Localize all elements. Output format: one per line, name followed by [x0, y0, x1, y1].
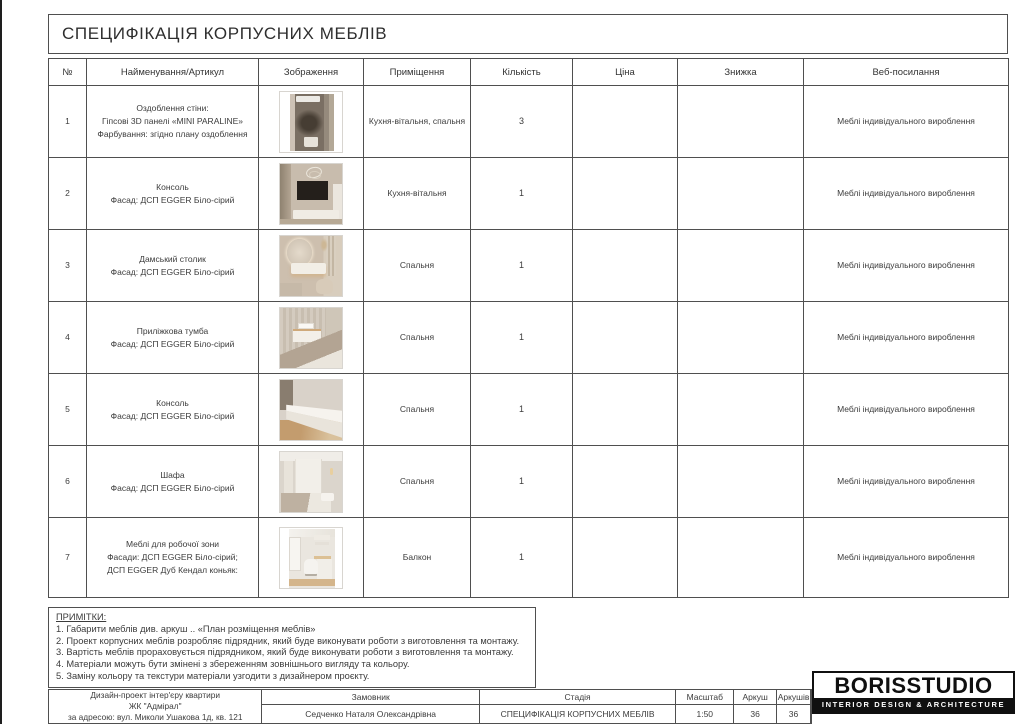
note-item: 4. Матеріали можуть бути змінені з збереженням зовнішнього вигляду та кольору.	[56, 659, 410, 670]
price-cell	[573, 446, 678, 518]
item-photo-cell	[259, 230, 364, 302]
quantity-cell: 1	[471, 374, 573, 446]
photo-detail	[317, 559, 332, 579]
table-row	[49, 302, 1009, 374]
item-name-line: Оздоблення стіни:	[136, 103, 209, 114]
row-number-cell: 4	[49, 302, 87, 374]
row-number-cell: 7	[49, 518, 87, 598]
photo-detail	[304, 559, 318, 574]
row-number-cell: 2	[49, 158, 87, 230]
stage-label: Стадія	[480, 690, 675, 705]
photo-detail	[314, 535, 330, 540]
weblink-cell: Меблі індивідуального вироблення	[804, 230, 1009, 302]
furniture-photo-vanity-table	[279, 235, 343, 297]
photo-detail	[304, 137, 318, 147]
header-price: Ціна	[573, 59, 678, 86]
item-photo-cell	[259, 158, 364, 230]
item-photo-cell	[259, 374, 364, 446]
page-edge-line	[0, 0, 2, 724]
project-line: Дизайн-проект інтер'єру квартири	[90, 690, 221, 701]
discount-cell	[678, 518, 804, 598]
item-name-line: ДСП EGGER Дуб Кендал коньяк:	[107, 564, 238, 575]
photo-detail	[280, 164, 291, 225]
weblink-cell: Меблі індивідуального вироблення	[804, 158, 1009, 230]
note-item: 3. Вартість меблів прораховується підрядником, який буде виконувати роботи з виготовлення та монтажу.	[56, 647, 514, 658]
photo-detail	[280, 308, 342, 368]
quantity-cell: 1	[471, 446, 573, 518]
note-item: 5. Заміну кольору та текстури матеріали узгодити з дизайнером проєкту.	[56, 670, 370, 681]
photo-detail	[316, 279, 333, 294]
sheets-total-cell	[777, 690, 811, 723]
item-name-cell	[87, 446, 259, 518]
discount-cell	[678, 86, 804, 158]
item-photo-cell	[259, 446, 364, 518]
table-row	[49, 374, 1009, 446]
scale-cell	[676, 690, 734, 723]
photo-detail	[289, 579, 335, 586]
specification-table	[48, 58, 1009, 598]
header-quantity: Кількість	[471, 59, 573, 86]
sheet-title: СПЕЦИФІКАЦІЯ КОРПУСНИХ МЕБЛІВ	[62, 24, 388, 43]
item-name-cell	[87, 374, 259, 446]
price-cell	[573, 518, 678, 598]
item-name-line: Фасади: ДСП EGGER Біло-сірий;	[107, 552, 238, 563]
room-cell: Балкон	[364, 518, 471, 598]
photo-detail	[284, 461, 293, 495]
item-name-line: Фасад: ДСП EGGER Біло-сірий	[110, 482, 235, 493]
item-name-cell	[87, 230, 259, 302]
row-number-cell: 3	[49, 230, 87, 302]
photo-detail	[289, 537, 301, 571]
item-photo-cell	[259, 86, 364, 158]
table-row	[49, 86, 1009, 158]
photo-detail	[280, 219, 342, 224]
item-photo-cell	[259, 518, 364, 598]
title-block	[48, 14, 1008, 54]
photo-detail	[296, 96, 320, 102]
discount-cell	[678, 158, 804, 230]
room-cell: Спальня	[364, 302, 471, 374]
furniture-photo-bedside-table	[279, 307, 343, 369]
weblink-cell: Меблі індивідуального вироблення	[804, 446, 1009, 518]
borisstudio-logo	[812, 671, 1015, 714]
item-name-line: Меблі для робочої зони	[125, 539, 220, 550]
stage-value: СПЕЦИФІКАЦІЯ КОРПУСНИХ МЕБЛІВ	[500, 708, 655, 719]
photo-detail	[295, 459, 322, 495]
row-number-cell: 5	[49, 374, 87, 446]
header-name: Найменування/Артикул	[87, 59, 259, 86]
item-name-line: Дамський столик	[139, 253, 206, 264]
customer-cell	[262, 690, 479, 723]
customer-name: Седченко Наталя Олександрівна	[305, 708, 437, 719]
item-name-line: Фасад: ДСП EGGER Біло-сірий	[110, 194, 235, 205]
sheet-value: 36	[750, 708, 760, 719]
price-cell	[573, 86, 678, 158]
quantity-cell: 1	[471, 518, 573, 598]
photo-detail	[320, 238, 328, 252]
furniture-photo-tv-console	[279, 163, 343, 225]
item-name-line: Фасад: ДСП EGGER Біло-сірий	[110, 410, 235, 421]
item-name-line: Фасад: ДСП EGGER Біло-сірий	[110, 266, 235, 277]
table-row	[49, 230, 1009, 302]
discount-cell	[678, 302, 804, 374]
quantity-cell: 3	[471, 86, 573, 158]
item-name-cell	[87, 518, 259, 598]
customer-label: Замовник	[262, 690, 478, 705]
table-row	[49, 158, 1009, 230]
item-name-cell	[87, 86, 259, 158]
item-name-line: Гіпсові 3D панелі «MINI PARALINE»	[101, 116, 243, 127]
note-item: 1. Габарити меблів див. аркуш .. «План розміщення меблів»	[56, 623, 316, 634]
project-line: за адресою: вул. Миколи Ушакова 1д, кв. 121	[67, 711, 243, 722]
weblink-cell: Меблі індивідуального вироблення	[804, 374, 1009, 446]
logo-wordmark: BORISSTUDIO	[834, 672, 993, 698]
note-item: 2. Проект корпусних меблів розробляє підрядник, який буде виконувати роботи з виготовлення та монтажу.	[56, 635, 520, 646]
item-name-line: Приліжкова тумба	[136, 325, 209, 336]
price-cell	[573, 158, 678, 230]
price-cell	[573, 302, 678, 374]
sheets-value: 36	[788, 708, 799, 719]
price-cell	[573, 374, 678, 446]
item-name-line: Шафа	[160, 469, 185, 480]
room-cell: Кухня-вітальня	[364, 158, 471, 230]
furniture-photo-low-console	[279, 379, 343, 441]
discount-cell	[678, 446, 804, 518]
sheet-label: Аркуш	[734, 690, 776, 705]
notes-heading: ПРИМІТКИ:	[56, 612, 107, 622]
item-photo-cell	[259, 302, 364, 374]
weblink-cell: Меблі індивідуального вироблення	[804, 302, 1009, 374]
header-image: Зображення	[259, 59, 364, 86]
room-cell: Спальня	[364, 230, 471, 302]
furniture-photo-wall-panels	[279, 91, 343, 153]
table-row	[49, 446, 1009, 518]
room-cell: Спальня	[364, 446, 471, 518]
room-cell: Кухня-вітальня, спальня	[364, 86, 471, 158]
item-name-line: Консоль	[156, 181, 189, 192]
project-line: ЖК "Адмірал"	[128, 700, 182, 711]
photo-detail	[280, 283, 302, 296]
room-cell: Спальня	[364, 374, 471, 446]
table-row	[49, 518, 1009, 598]
weblink-cell: Меблі індивідуального вироблення	[804, 518, 1009, 598]
photo-detail	[294, 109, 324, 137]
photo-detail	[321, 493, 334, 501]
item-name-line: Фарбування: згідно плану оздоблення	[97, 128, 248, 139]
header-room: Приміщення	[364, 59, 471, 86]
discount-cell	[678, 374, 804, 446]
price-cell	[573, 230, 678, 302]
quantity-cell: 1	[471, 302, 573, 374]
furniture-photo-balcony-workspace	[279, 527, 343, 589]
item-name-cell	[87, 302, 259, 374]
photo-detail	[293, 210, 339, 219]
item-name-line: Фасад: ДСП EGGER Біло-сірий	[110, 338, 235, 349]
photo-detail	[291, 263, 326, 274]
photo-detail	[297, 181, 328, 200]
item-name-line: Консоль	[156, 397, 189, 408]
stage-cell	[480, 690, 676, 723]
header-discount: Знижка	[678, 59, 804, 86]
project-description	[49, 690, 262, 723]
row-number-cell: 6	[49, 446, 87, 518]
photo-detail	[287, 239, 312, 266]
weblink-cell: Меблі індивідуального вироблення	[804, 86, 1009, 158]
scale-label: Масштаб	[676, 690, 733, 705]
sheets-label: Аркушів	[777, 690, 810, 705]
row-number-cell: 1	[49, 86, 87, 158]
quantity-cell: 1	[471, 230, 573, 302]
notes-block	[48, 607, 536, 688]
title-block-footer	[48, 689, 812, 724]
item-name-cell	[87, 158, 259, 230]
photo-detail	[330, 468, 333, 475]
furniture-photo-wardrobe	[279, 451, 343, 513]
discount-cell	[678, 230, 804, 302]
logo-tagline: INTERIOR DESIGN & ARCHITECTURE	[814, 698, 1013, 712]
quantity-cell: 1	[471, 158, 573, 230]
specification-sheet	[48, 14, 1008, 724]
sheet-number-cell	[734, 690, 777, 723]
table-header-row	[49, 59, 1009, 86]
header-number: №	[49, 59, 87, 86]
scale-value: 1:50	[696, 708, 714, 719]
header-weblink: Веб-посилання	[804, 59, 1009, 86]
